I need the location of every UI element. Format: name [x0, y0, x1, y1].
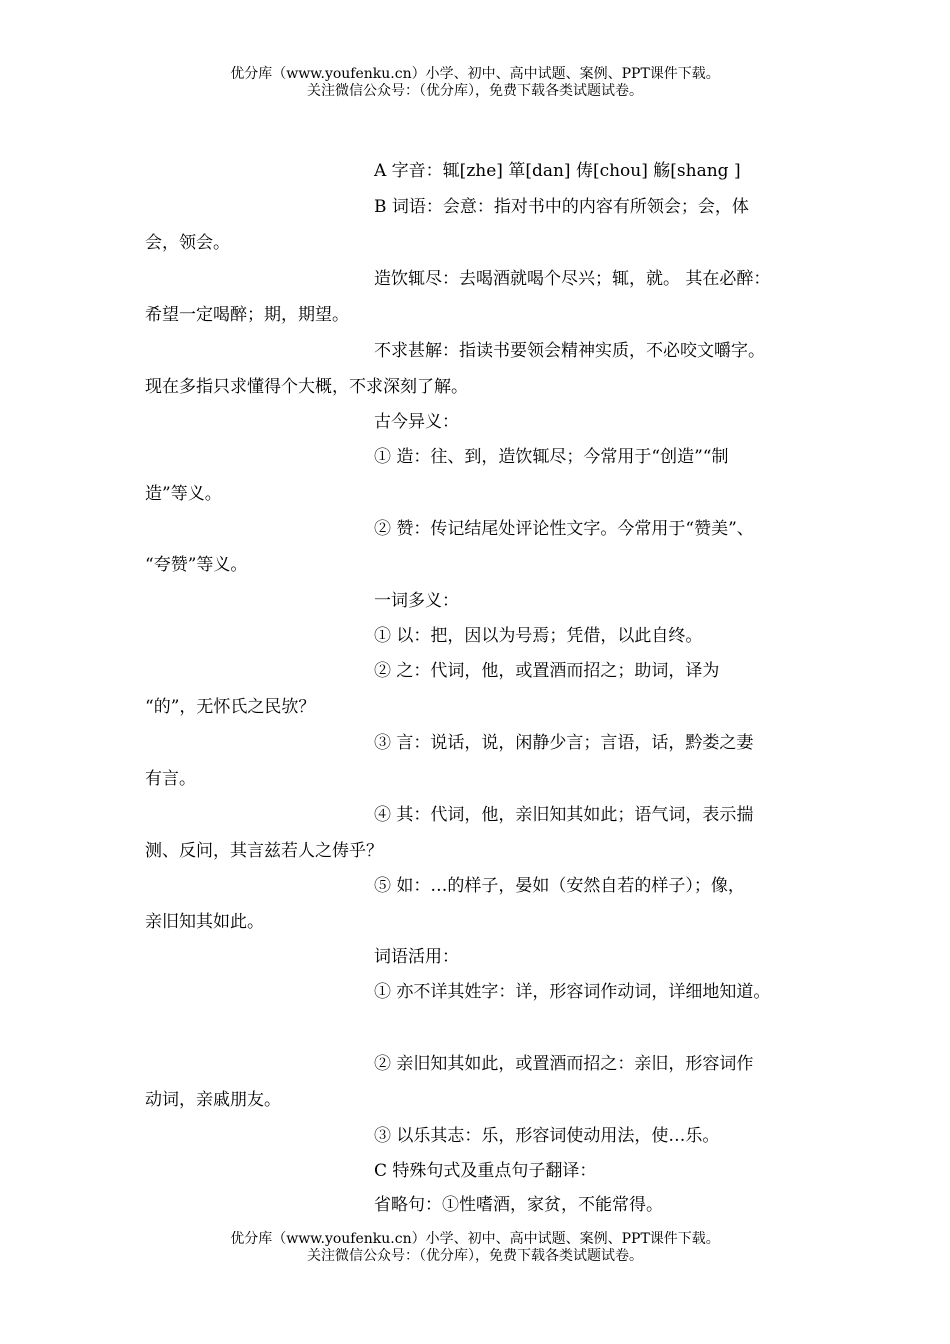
yici-item-4-continuation: 测、反问，其言兹若人之俦乎？ [145, 841, 383, 861]
section-a-pronunciation: A 字音：辄[zhe] 箪[dan] 俦[chou] 觞[shang ] [374, 161, 741, 181]
yici-item-3: ③ 言：说话，说，闲静少言；言语，话，黔娄之妻 [374, 733, 754, 753]
gujin-item-1-continuation: 造”等义。 [145, 484, 222, 504]
buqiu-continuation: 现在多指只求懂得个大概，不求深刻了解。 [145, 377, 468, 397]
huoyong-heading: 词语活用： [374, 947, 459, 967]
gujin-item-2-continuation: “夸赞”等义。 [145, 555, 248, 575]
footer-line-2: 关注微信公众号：（优分库），免费下载各类试题试卷。 [307, 1248, 643, 1264]
huoyong-item-1: ① 亦不详其姓字：详，形容词作动词，详细地知道。 [374, 982, 771, 1002]
yici-item-3-continuation: 有言。 [145, 769, 196, 789]
header-line-1: 优分库（www.youfenku.cn）小学、初中、高中试题、案例、PPT课件下载。 [230, 66, 720, 82]
yici-item-4: ④ 其：代词，他，亲旧知其如此；语气词，表示揣 [374, 805, 754, 825]
gujin-item-1: ① 造：往、到，造饮辄尽；今常用于“创造”“制 [374, 447, 729, 467]
page-footer [0, 1231, 950, 1265]
huoyong-item-2: ② 亲旧知其如此，或置酒而招之：亲旧，形容词作 [374, 1054, 754, 1074]
huoyong-item-3: ③ 以乐其志：乐，形容词使动用法，使…乐。 [374, 1126, 720, 1146]
yici-item-5: ⑤ 如：…的样子，晏如（安然自若的样子）；像， [374, 876, 745, 896]
yici-item-2: ② 之：代词，他，或置酒而招之；助词，译为 [374, 661, 720, 681]
yici-item-5-continuation: 亲旧知其如此。 [145, 912, 264, 932]
section-c-heading: C 特殊句式及重点句子翻译： [374, 1161, 597, 1181]
yici-item-1: ① 以：把，因以为号焉；凭借，以此自终。 [374, 626, 703, 646]
zaoyin-continuation: 希望一定喝醉；期，期望。 [145, 305, 349, 325]
buqiu-paragraph: 不求甚解：指读书要领会精神实质，不必咬文嚼字。 [374, 341, 765, 361]
yici-item-2-continuation: “的”，无怀氏之民欤？ [145, 697, 316, 717]
zaoyin-paragraph: 造饮辄尽：去喝酒就喝个尽兴；辄，就。 其在必醉： [374, 269, 771, 289]
section-b-heading: B 词语：会意：指对书中的内容有所领会；会，体 [374, 197, 749, 217]
section-b-continuation: 会，领会。 [145, 233, 230, 253]
gujin-heading: 古今异义： [374, 412, 459, 432]
header-line-2: 关注微信公众号：（优分库），免费下载各类试题试卷。 [307, 83, 643, 99]
yici-heading: 一词多义： [374, 591, 459, 611]
footer-line-1: 优分库（www.youfenku.cn）小学、初中、高中试题、案例、PPT课件下载。 [230, 1231, 720, 1247]
shenglue-sentence: 省略句：①性嗜酒，家贫，不能常得。 [374, 1195, 663, 1215]
page-header [0, 66, 950, 100]
gujin-item-2: ② 赞：传记结尾处评论性文字。今常用于“赞美”、 [374, 519, 754, 539]
huoyong-item-2-continuation: 动词，亲戚朋友。 [145, 1090, 281, 1110]
